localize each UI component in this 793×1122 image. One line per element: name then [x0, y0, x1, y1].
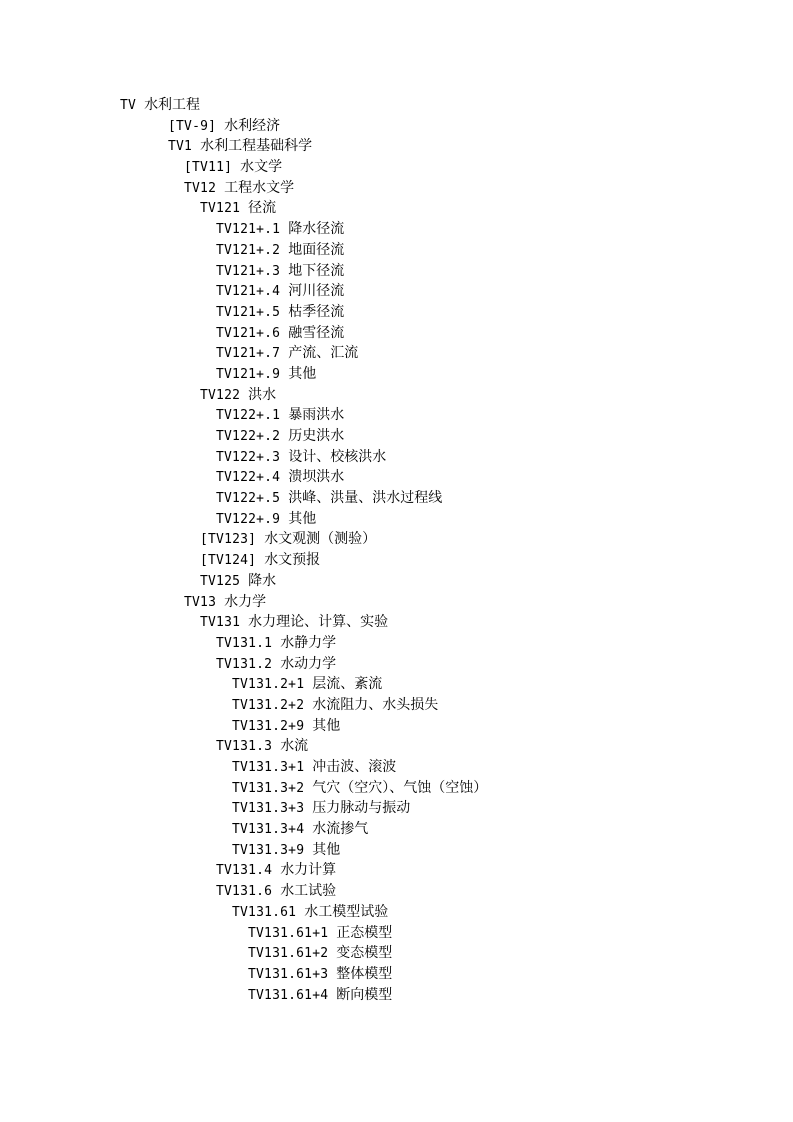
entry-code: TV131.1: [216, 635, 273, 651]
classification-entry: [120, 757, 487, 778]
entry-code: TV122+.1: [216, 408, 281, 424]
entry-title: 地下径流: [288, 262, 345, 279]
entry-title: 水文观测（测验）: [264, 531, 377, 548]
classification-entry: [120, 736, 487, 757]
entry-code: TV1: [168, 139, 193, 155]
entry-code: TV122+.2: [216, 429, 281, 444]
entry-title: 水力学: [224, 593, 267, 610]
entry-code: TV122+.4: [216, 470, 281, 486]
entry-code: TV131.61+2: [248, 946, 329, 962]
classification-entry: [120, 198, 487, 219]
entry-title: 水力理论、计算、实验: [248, 614, 389, 631]
entry-title: 水工模型试验: [304, 903, 389, 920]
entry-title: 水静力学: [280, 634, 337, 651]
entry-title: 水流掺气: [312, 821, 369, 838]
entry-title: 水动力学: [280, 655, 337, 672]
entry-code: TV122+.5: [216, 491, 281, 507]
classification-entry: [120, 716, 487, 737]
entry-code: TV125: [200, 573, 241, 589]
entry-code: TV131.4: [216, 863, 273, 879]
entry-title: 其他: [312, 717, 341, 734]
classification-entry: [120, 695, 487, 716]
entry-title: 水利工程基础科学: [200, 138, 313, 155]
classification-entry: [120, 509, 487, 530]
entry-title: 水工试验: [280, 883, 337, 900]
entry-title: 层流、紊流: [312, 676, 383, 693]
classification-entry: [120, 240, 487, 261]
classification-entry: [120, 985, 487, 1006]
classification-entry: [120, 778, 487, 799]
entry-code: TV131.3: [216, 739, 273, 755]
classification-list: [120, 95, 487, 1005]
entry-title: 水力计算: [280, 862, 337, 879]
entry-title: 产流、汇流: [288, 345, 359, 362]
entry-title: 水文预报: [264, 552, 321, 569]
classification-entry: [120, 116, 487, 137]
classification-entry: [120, 426, 487, 447]
entry-code: TV122+.9: [216, 511, 281, 527]
entry-code: TV121+.4: [216, 284, 281, 300]
entry-title: 溃坝洪水: [288, 469, 345, 486]
classification-entry: [120, 550, 487, 571]
entry-title: 洪峰、洪量、洪水过程线: [288, 490, 443, 507]
classification-entry: [120, 385, 487, 406]
entry-title: 融雪径流: [288, 324, 345, 341]
entry-title: 水利工程: [144, 97, 201, 113]
classification-entry: [120, 281, 487, 302]
classification-entry: [120, 323, 487, 344]
classification-entry: [120, 529, 487, 550]
entry-code: TV131.3+1: [232, 760, 305, 775]
entry-title: 降水径流: [288, 221, 345, 238]
entry-code: TV122: [200, 387, 241, 403]
entry-title: 历史洪水: [288, 428, 345, 444]
entry-code: TV131.6: [216, 884, 273, 900]
classification-entry: [120, 467, 487, 488]
entry-code: [TV123]: [200, 532, 257, 548]
entry-code: TV121+.1: [216, 222, 281, 238]
classification-entry: [120, 654, 487, 675]
entry-title: 冲击波、滚波: [312, 759, 397, 775]
entry-title: 设计、校核洪水: [288, 448, 387, 465]
entry-title: 径流: [248, 200, 277, 217]
classification-entry: [120, 943, 487, 964]
entry-title: 工程水文学: [224, 179, 295, 196]
entry-code: TV131.61: [232, 904, 297, 920]
entry-title: 水流阻力、水头损失: [312, 696, 439, 713]
entry-code: TV131.61+4: [248, 987, 329, 1003]
entry-title: 正态模型: [336, 924, 393, 941]
entry-title: 断向模型: [336, 986, 393, 1003]
classification-entry: [120, 923, 487, 944]
entry-title: 降水: [248, 572, 277, 589]
entry-title: 河川径流: [288, 283, 345, 300]
classification-entry: [120, 964, 487, 985]
classification-entry: [120, 343, 487, 364]
entry-title: 压力脉动与振动: [312, 800, 411, 817]
entry-title: 整体模型: [336, 965, 393, 982]
classification-entry: [120, 902, 487, 923]
classification-entry: [120, 261, 487, 282]
classification-entry: [120, 798, 487, 819]
classification-entry: [120, 860, 487, 881]
entry-title: 其他: [312, 841, 341, 858]
entry-title: 气穴（空穴）、气蚀（空蚀）: [312, 779, 488, 796]
entry-code: TV131.3+2: [232, 780, 305, 796]
classification-entry: [120, 819, 487, 840]
entry-code: TV13: [184, 594, 217, 610]
classification-entry: [120, 881, 487, 902]
entry-title: 枯季径流: [288, 303, 345, 320]
entry-code: TV131.3+9: [232, 842, 305, 858]
entry-code: TV131.3+4: [232, 822, 305, 838]
entry-code: TV131.2+1: [232, 677, 305, 693]
classification-entry: [120, 405, 487, 426]
classification-entry: [120, 157, 487, 178]
classification-entry: [120, 219, 487, 240]
entry-code: TV121+.7: [216, 346, 281, 362]
entry-code: TV121+.2: [216, 242, 281, 258]
classification-entry: [120, 571, 487, 592]
entry-code: TV131.3+3: [232, 801, 305, 817]
classification-entry: [120, 633, 487, 654]
entry-code: TV121+.9: [216, 366, 281, 382]
entry-code: TV131.2+2: [232, 697, 305, 713]
entry-code: [TV-9]: [168, 118, 217, 134]
entry-title: 暴雨洪水: [288, 407, 345, 424]
entry-code: [TV11]: [184, 160, 233, 176]
entry-title: 其他: [288, 510, 317, 527]
classification-entry: [120, 592, 487, 613]
classification-entry: [120, 488, 487, 509]
entry-code: TV131.2+9: [232, 718, 305, 734]
entry-code: TV12: [184, 180, 217, 196]
classification-entry: [120, 364, 487, 385]
entry-code: TV121+.6: [216, 325, 281, 341]
classification-entry: [120, 612, 487, 633]
entry-title: 水利经济: [224, 117, 281, 134]
entry-code: TV121: [200, 201, 241, 217]
entry-code: [TV124]: [200, 553, 257, 569]
entry-title: 水文学: [240, 159, 283, 176]
entry-title: 洪水: [248, 386, 277, 403]
classification-entry: [120, 95, 487, 116]
classification-entry: [120, 178, 487, 199]
entry-code: TV131: [200, 615, 241, 631]
classification-entry: [120, 840, 487, 861]
entry-title: 水流: [280, 738, 309, 755]
entry-title: 地面径流: [288, 241, 345, 258]
entry-code: TV131.2: [216, 656, 273, 672]
entry-code: TV122+.3: [216, 449, 281, 465]
classification-entry: [120, 447, 487, 468]
entry-code: TV131.61+1: [248, 925, 329, 941]
classification-entry: [120, 136, 487, 157]
classification-entry: [120, 302, 487, 323]
entry-code: TV: [120, 98, 137, 113]
entry-title: 其他: [288, 365, 317, 382]
entry-code: TV121+.5: [216, 304, 281, 320]
entry-title: 变态模型: [336, 945, 393, 962]
entry-code: TV121+.3: [216, 263, 281, 279]
entry-code: TV131.61+3: [248, 966, 329, 982]
classification-entry: [120, 674, 487, 695]
